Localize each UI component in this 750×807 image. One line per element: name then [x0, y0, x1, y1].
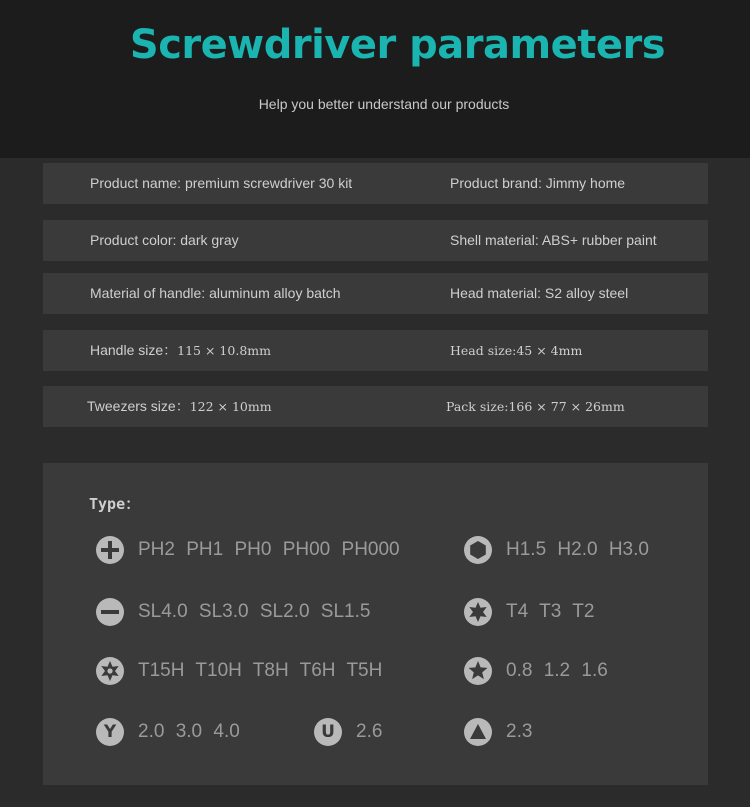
hex-icon: [464, 536, 492, 564]
page-title: Screwdriver parameters: [129, 22, 666, 68]
bit-y-tip: [96, 717, 240, 747]
spec-row: [43, 386, 708, 427]
spec-row: [43, 330, 708, 371]
header: [0, 0, 750, 158]
bit-u-tip-sizes: 2.6: [356, 721, 383, 742]
spec-row: [43, 220, 708, 261]
u-tip-icon: [314, 718, 342, 746]
bit-slotted-sizes: SL4.0 SL3.0 SL2.0 SL1.5: [138, 601, 371, 622]
spec-shell-material: Shell material: ABS+ rubber paint: [450, 232, 657, 248]
bit-torx-security-sizes: T15H T10H T8H T6H T5H: [138, 660, 383, 681]
page-subtitle: Help you better understand our products: [258, 96, 510, 112]
spec-product-name: Product name: premium screwdriver 30 kit: [90, 175, 353, 191]
spec-tweezers-size-label: Tweezers size：: [87, 398, 190, 414]
bit-pentalobe-sizes: 0.8 1.2 1.6: [506, 660, 608, 681]
bit-types-panel: [43, 463, 708, 785]
spec-handle-size: [90, 330, 271, 371]
spec-tweezers-size-value: 122 × 10mm: [189, 399, 272, 414]
slotted-icon: [96, 598, 124, 626]
spec-tweezers-size: [87, 386, 272, 427]
bit-phillips-sizes: PH2 PH1 PH0 PH00 PH000: [138, 539, 400, 560]
spec-head-material: Head material: S2 alloy steel: [450, 285, 629, 301]
bit-hex: [464, 535, 649, 565]
bit-y-tip-sizes: 2.0 3.0 4.0: [138, 721, 240, 742]
spec-handle-size-value: 115 × 10.8mm: [177, 343, 271, 358]
torx-icon: [464, 598, 492, 626]
phillips-icon: [96, 536, 124, 564]
bit-triangle: [464, 717, 532, 747]
bit-hex-sizes: H1.5 H2.0 H3.0: [506, 539, 649, 560]
bit-torx: [464, 597, 594, 627]
torx-security-icon: [96, 657, 124, 685]
triangle-icon: [464, 718, 492, 746]
bit-slotted: [96, 597, 370, 627]
bit-pentalobe: [464, 656, 608, 686]
spec-pack-size: Pack size:166 × 77 × 26mm: [446, 399, 625, 414]
spec-handle-size-label: Handle size：: [90, 342, 178, 358]
y-tip-icon: [96, 718, 124, 746]
spec-product-brand: Product brand: Jimmy home: [450, 175, 626, 191]
spec-product-color: Product color: dark gray: [90, 232, 239, 248]
spec-row: [43, 273, 708, 314]
spec-row: [43, 163, 708, 204]
bit-phillips: [96, 535, 400, 565]
bit-torx-security: [96, 656, 382, 686]
bit-u-tip: [314, 717, 382, 747]
spec-handle-material: Material of handle: aluminum alloy batch: [90, 285, 341, 301]
type-label: Type：: [89, 495, 141, 513]
pentalobe-icon: [464, 657, 492, 685]
spec-head-size: Head size:45 × 4mm: [450, 343, 583, 358]
bit-triangle-sizes: 2.3: [506, 721, 533, 742]
y-tip-glyph: Y: [103, 722, 117, 742]
bit-torx-sizes: T4 T3 T2: [506, 601, 595, 622]
u-tip-glyph: U: [321, 722, 335, 742]
